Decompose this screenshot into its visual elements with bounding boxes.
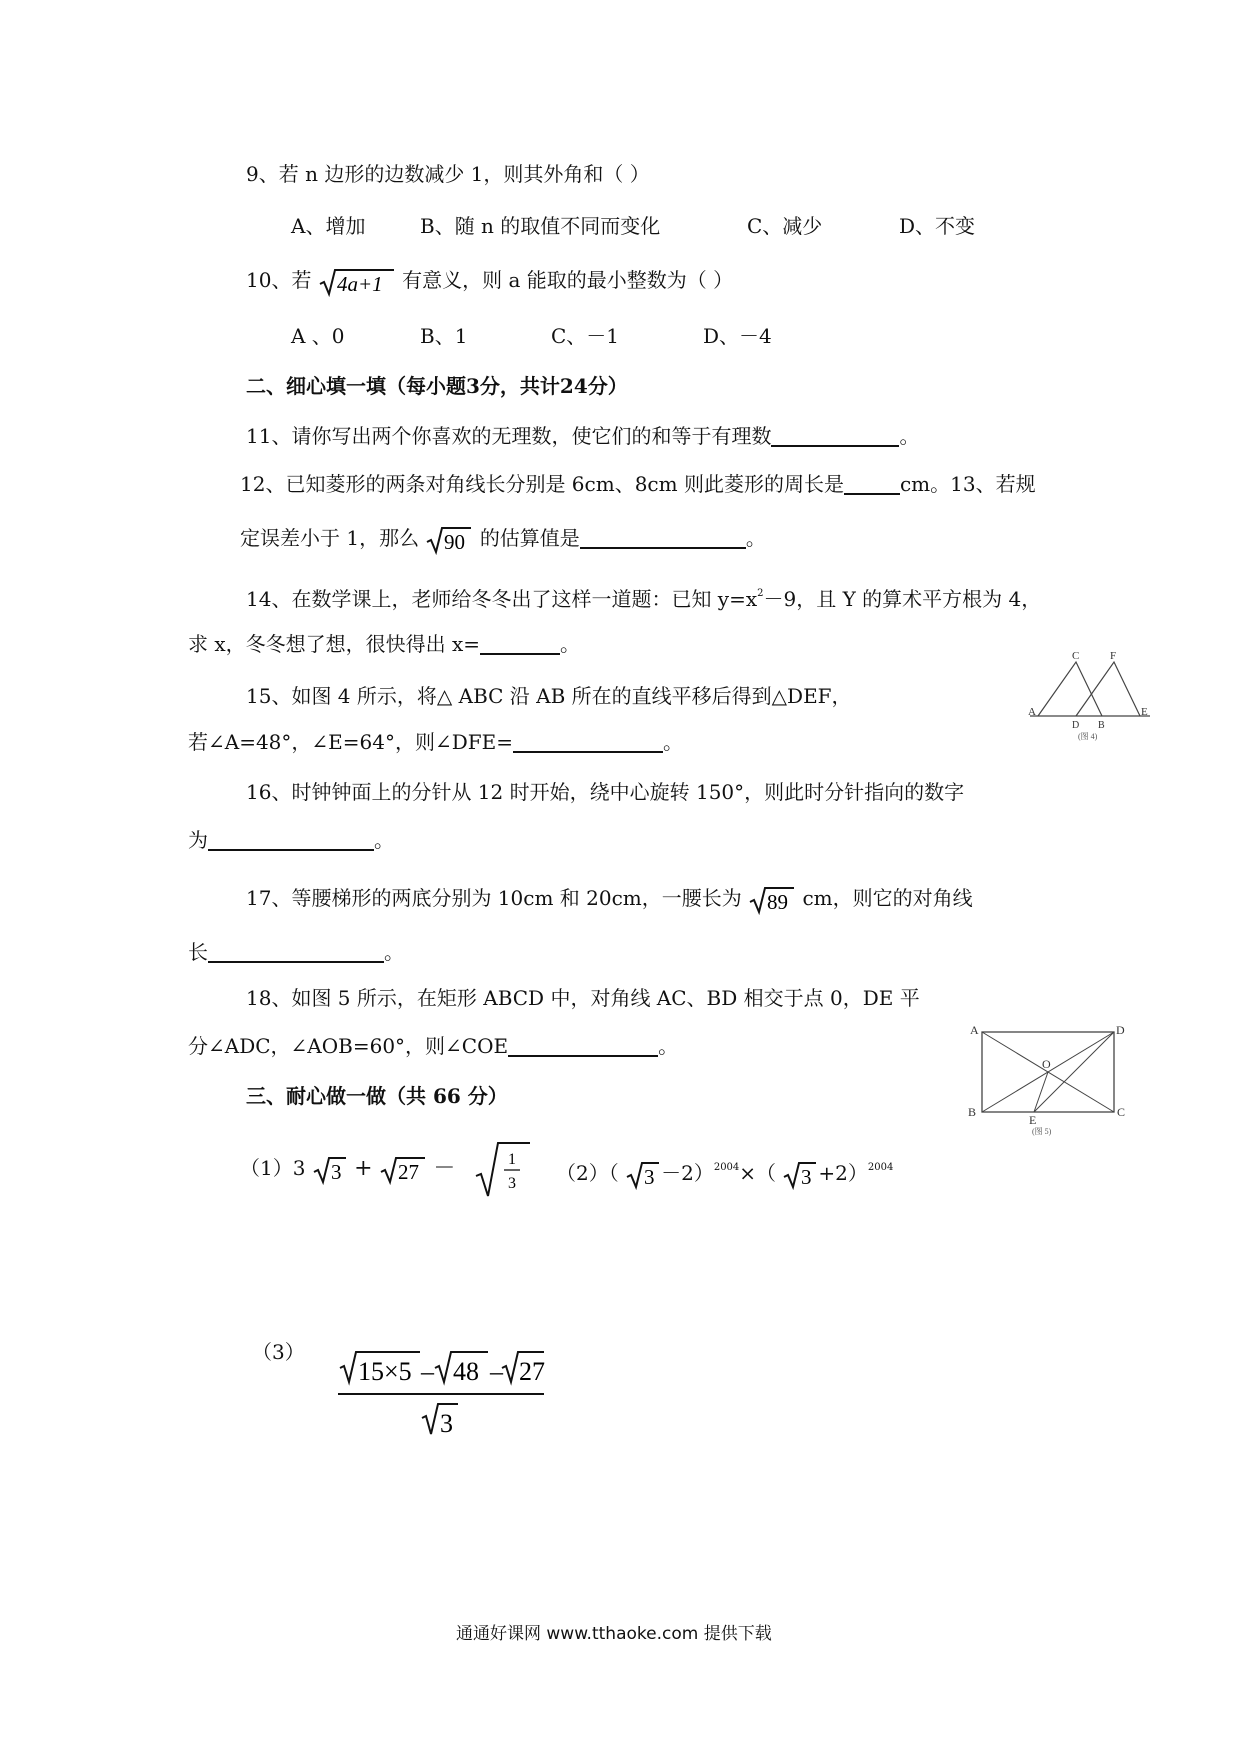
sqrt-one-third <box>474 1140 534 1200</box>
q17-line2: 长 <box>188 940 208 964</box>
q17-line1-b: cm，则它的对角线 <box>802 886 973 910</box>
q10-option-a: A 、0 <box>291 324 345 348</box>
problem-1: （1）3 3 + 27 － 1 3 <box>240 1138 534 1200</box>
q12-text: 12、已知菱形的两条对角线长分别是 6cm、8cm 则此菱形的周长是 <box>240 472 844 496</box>
p3-minus-1: – <box>421 1357 434 1386</box>
fig5-label-o: O <box>1042 1057 1051 1071</box>
fig5-label-d: D <box>1116 1023 1125 1037</box>
q9-option-b: B、随 n 的取值不同而变化 <box>420 214 661 238</box>
q11 <box>246 422 919 450</box>
q9-option-d: D、不变 <box>899 214 976 238</box>
q15-end: 。 <box>663 730 683 754</box>
fig5-label-e: E <box>1029 1113 1037 1127</box>
q14-line2: 求 x，冬冬想了想，很快得出 x= <box>188 632 481 656</box>
q18-end: 。 <box>658 1034 679 1058</box>
q9-option-c: C、减少 <box>747 214 823 238</box>
p3-label: （3） <box>252 1340 305 1364</box>
q16-answer-blank[interactable] <box>208 827 374 851</box>
p2-exponent-1: 2004 <box>713 1162 740 1173</box>
figure-5-rectangle <box>966 1020 1134 1136</box>
p2-label: （2）（ <box>556 1161 619 1185</box>
sqrt-3-a <box>625 1160 661 1190</box>
sqrt-90 <box>425 525 473 555</box>
q12-unit: cm。13、若规 <box>899 472 1036 496</box>
q16-line-1: 16、时钟钟面上的分针从 12 时开始，绕中心旋转 150°，则此时分针指向的数字 <box>246 780 965 804</box>
fig5-label-c: C <box>1117 1105 1126 1119</box>
p1-label: （1）3 <box>240 1156 306 1180</box>
p3-num-radicand-1: 15×5 <box>358 1357 412 1386</box>
q16-line2: 为 <box>188 828 208 852</box>
q10-option-b: B、1 <box>420 324 468 348</box>
q14-exponent: 2 <box>757 588 764 599</box>
q14-line1-b: －9，且 Y 的算术平方根为 4， <box>763 587 1042 611</box>
q13-radicand: 90 <box>444 529 466 554</box>
sqrt-89 <box>748 885 796 915</box>
p2-exponent-2: 2004 <box>867 1162 894 1173</box>
q13 <box>240 524 766 555</box>
q12-answer-blank[interactable] <box>844 471 900 495</box>
page-footer: 通通好课网 www.tthaoke.com 提供下载 <box>456 1624 772 1644</box>
q17-radicand: 89 <box>767 889 789 914</box>
q17-end: 。 <box>384 940 404 964</box>
p1-frac-den: 3 <box>507 1174 516 1192</box>
fig4-label-b: B <box>1098 720 1105 731</box>
p2-plus: +2） <box>818 1161 868 1185</box>
q10-option-c: C、－1 <box>551 324 620 348</box>
q16-end: 。 <box>374 828 394 852</box>
figure-4-triangles <box>1028 648 1154 744</box>
p3-minus-2: – <box>490 1357 503 1386</box>
q15-line-1: 15、如图 4 所示，将△ ABC 沿 AB 所在的直线平移后得到△DEF， <box>246 684 852 708</box>
fig5-label-b: B <box>968 1105 977 1119</box>
q13-end: 。 <box>745 526 766 550</box>
q14-end: 。 <box>560 632 581 656</box>
q9-stem: 9、若 n 边形的边数减少 1，则其外角和（ ） <box>246 162 650 186</box>
p2-mid: －2） <box>661 1161 714 1185</box>
fig4-label-c: C <box>1072 650 1080 662</box>
q17-line-1 <box>246 884 973 915</box>
p2-times: ×（ <box>739 1161 777 1185</box>
problem-3-fraction <box>338 1346 548 1446</box>
p2-radicand-1: 3 <box>644 1164 655 1189</box>
q10-suffix: 有意义，则 a 能取的最小整数为（ ） <box>402 268 734 292</box>
q15-line-2 <box>188 728 683 756</box>
section-3-heading: 三、耐心做一做（共 66 分） <box>246 1084 508 1108</box>
p1-radicand-2: 27 <box>397 1159 419 1184</box>
q10-stem <box>246 266 733 297</box>
p1-radicand-1: 3 <box>330 1159 342 1184</box>
q18-line2: 分∠ADC，∠AOB=60°，则∠COE <box>188 1034 509 1058</box>
fig5-label-a: A <box>970 1023 979 1037</box>
q11-answer-blank[interactable] <box>771 423 899 447</box>
fig4-label-a: A <box>1028 706 1036 718</box>
q14-line-1 <box>246 580 1041 613</box>
q15-line2: 若∠A=48°，∠E=64°，则∠DFE= <box>188 730 513 754</box>
p3-den-radicand: 3 <box>440 1409 453 1438</box>
q11-end: 。 <box>899 424 920 448</box>
p2-radicand-2: 3 <box>801 1164 812 1189</box>
q12 <box>240 470 1036 498</box>
q18-answer-blank[interactable] <box>508 1033 658 1057</box>
fig5-caption: (图 5) <box>1032 1127 1052 1136</box>
section-2-heading: 二、细心填一填（每小题3分，共计24分） <box>246 374 628 398</box>
fig4-label-f: F <box>1110 650 1117 662</box>
fig4-caption: (图 4) <box>1078 732 1098 741</box>
q13-prefix: 定误差小于 1，那么 <box>240 526 420 550</box>
sqrt-4a-plus-1 <box>318 267 396 297</box>
q17-line-2 <box>188 938 404 966</box>
fig4-label-e: E <box>1141 706 1148 718</box>
sqrt-27 <box>379 1155 427 1185</box>
q14-answer-blank[interactable] <box>480 631 560 655</box>
q17-line1-a: 17、等腰梯形的两底分别为 10cm 和 20cm，一腰长为 <box>246 886 742 910</box>
problem-2 <box>556 1150 893 1191</box>
q11-text: 11、请你写出两个你喜欢的无理数，使它们的和等于有理数 <box>246 424 772 448</box>
q13-suffix: 的估算值是 <box>479 526 580 550</box>
q16-line-2 <box>188 826 394 854</box>
p1-frac-num: 1 <box>507 1150 516 1168</box>
fig4-label-d: D <box>1072 720 1080 731</box>
p3-num-radicand-3: 27 <box>519 1357 545 1386</box>
sqrt-3 <box>312 1155 348 1185</box>
q14-line-2 <box>188 630 580 658</box>
q14-line1-a: 14、在数学课上，老师给冬冬出了这样一道题：已知 y=x <box>246 587 758 611</box>
q18-line-1: 18、如图 5 所示，在矩形 ABCD 中，对角线 AC、BD 相交于点 0，DE 平 <box>246 986 920 1010</box>
p3-num-radicand-2: 48 <box>453 1357 479 1386</box>
q9-option-a: A、增加 <box>291 214 366 238</box>
sqrt-3-b <box>782 1160 818 1190</box>
q10-option-d: D、－4 <box>703 324 772 348</box>
q13-answer-blank[interactable] <box>580 525 746 549</box>
q10-prefix: 10、若 <box>246 268 312 292</box>
q17-answer-blank[interactable] <box>208 939 384 963</box>
q18-line-2 <box>188 1032 678 1060</box>
q15-answer-blank[interactable] <box>513 729 663 753</box>
q10-radicand: 4a+1 <box>336 271 383 296</box>
